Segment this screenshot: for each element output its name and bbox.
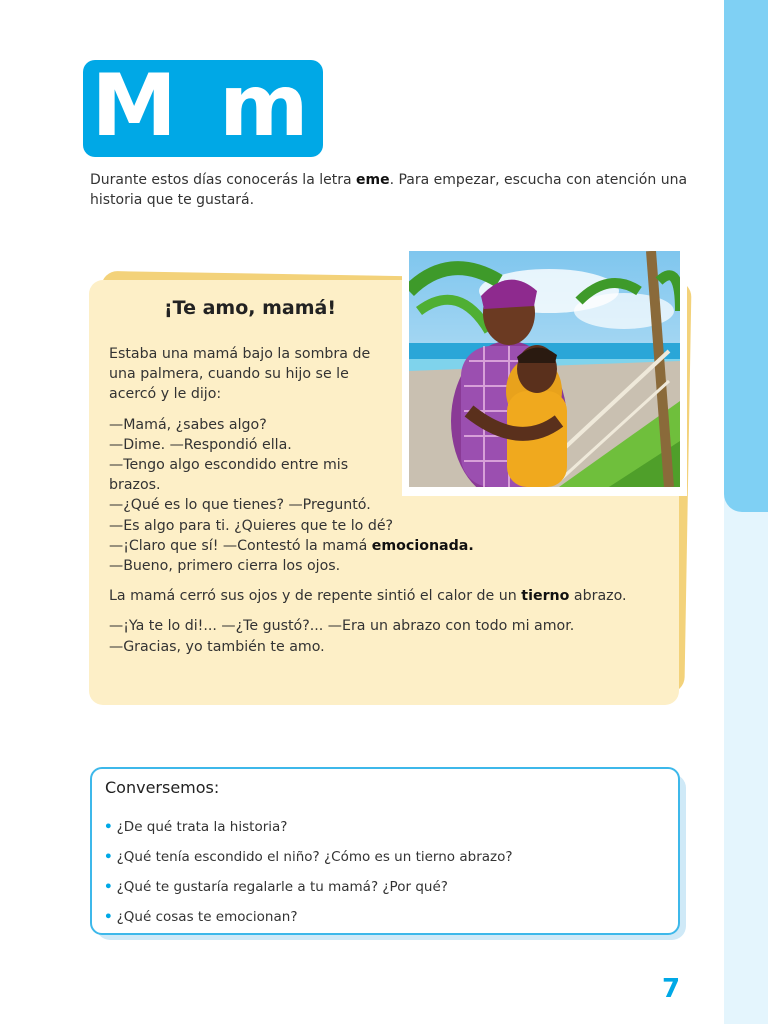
intro-bold-word: eme: [356, 172, 390, 188]
story-paragraph-3: La mamá cerró sus ojos y de repente sintió el calor de un tierno abrazo.: [109, 588, 627, 605]
page-number: 7: [662, 974, 681, 1004]
questions-list: [104, 817, 664, 937]
bullet-icon: •: [104, 879, 113, 895]
story-title: ¡Te amo, mamá!: [163, 297, 336, 319]
bullet-icon: •: [104, 849, 113, 865]
story-paragraph-1: Estaba una mamá bajo la sombra de una palmera, cuando su hijo se le acercó y le dijo:: [109, 346, 371, 403]
mother-child-illustration: [409, 251, 680, 487]
letter-title: M m: [91, 55, 315, 156]
bullet-icon: •: [104, 819, 113, 835]
question-item: • ¿Qué te gustaría regalarle a tu mamá? ¿Por qué?: [104, 879, 448, 895]
question-item: • ¿Qué cosas te emocionan?: [104, 909, 298, 925]
question-item: • ¿Qué tenía escondido el niño? ¿Cómo es un tierno abrazo?: [104, 849, 513, 865]
conversemos-title: Conversemos:: [105, 778, 220, 797]
story-dialog-2: —¡Ya te lo di!... —¿Te gustó?... —Era un abrazo con todo mi amor. —Gracias, yo también te amo.: [109, 618, 575, 655]
bullet-icon: •: [104, 909, 113, 925]
letter-badge: [83, 55, 323, 157]
story-dialog-1: —Mamá, ¿sabes algo? —Dime. —Respondió ella. —Tengo algo escondido entre mis brazos. —¿Qué es lo que tienes? —Preguntó. —Es algo para ti. ¿Quieres que te lo dé? —¡Claro que sí! —Contestó la mamá emocionada. —Bueno, primero cierra los ojos.: [109, 416, 474, 575]
question-item: • ¿De qué trata la historia?: [104, 819, 288, 835]
intro-paragraph: Durante estos días conocerás la letra eme. Para empezar, escucha con atención una historia que te gustará.: [90, 172, 688, 208]
side-tab: [724, 0, 768, 512]
